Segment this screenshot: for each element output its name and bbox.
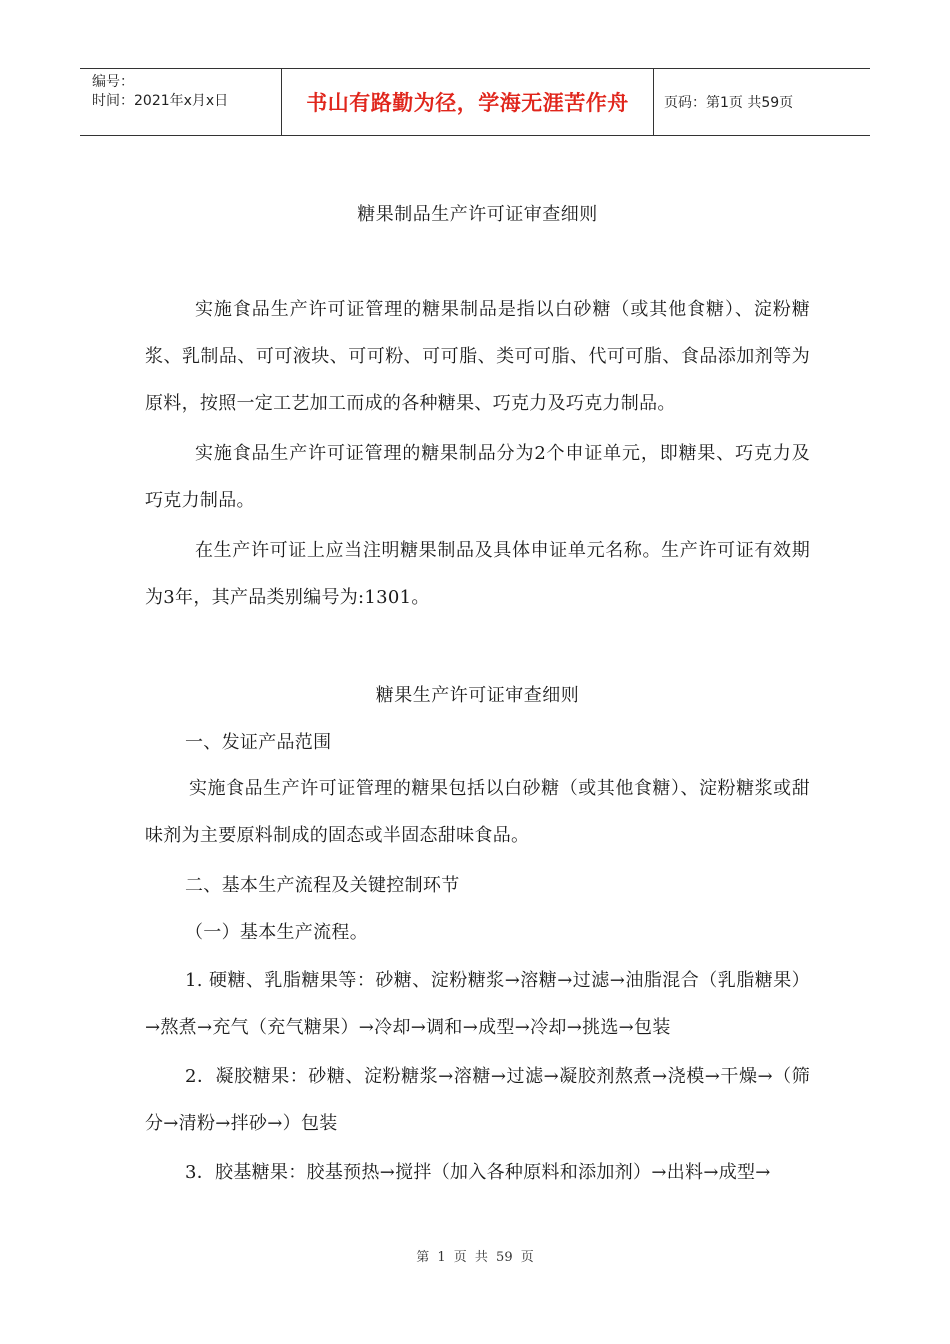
- intro-paragraph-3: 在生产许可证上应当注明糖果制品及具体申证单元名称。生产许可证有效期为3年，其产品类别编号为:1301。: [145, 540, 810, 608]
- header-meta-cell: [80, 69, 282, 135]
- page-footer: 第 1 页 共 59 页: [416, 1250, 534, 1265]
- document-number-label: 编号：: [92, 74, 134, 90]
- intro-paragraph-1: 实施食品生产许可证管理的糖果制品是指以白砂糖（或其他食糖）、淀粉糖浆、乳制品、可可液块、可可粉、可可脂、类可可脂、代可可脂、食品添加剂等为原料，按照一定工艺加工而成的各种糖果、巧克力及巧克力制品。: [145, 299, 810, 414]
- section2-heading: 二、基本生产流程及关键控制环节: [185, 875, 460, 896]
- intro-paragraph-2: 实施食品生产许可证管理的糖果制品分为2个申证单元，即糖果、巧克力及巧克力制品。: [145, 443, 810, 511]
- flow-item-1: 1. 硬糖、乳脂糖果等：砂糖、淀粉糖浆→溶糖→过滤→油脂混合（乳脂糖果）→熬煮→充气（充气糖果）→冷却→调和→成型→冷却→挑选→包装: [145, 970, 810, 1038]
- document-title: 糖果制品生产许可证审查细则: [357, 204, 598, 225]
- header-motto: 书山有路勤为径，学海无涯苦作舟: [282, 69, 654, 135]
- flow-item-2: 2．凝胶糖果：砂糖、淀粉糖浆→溶糖→过滤→凝胶剂熬煮→浇模→干燥→（筛分→清粉→拌砂→）包装: [145, 1066, 810, 1134]
- header-page-info: 页码：第1页 共59页: [664, 95, 794, 111]
- flow-item-3: 3．胶基糖果：胶基预热→搅拌（加入各种原料和添加剂）→出料→成型→: [185, 1162, 771, 1183]
- section-subtitle: 糖果生产许可证审查细则: [375, 685, 580, 706]
- document-time-label: 时间：2021年x月x日: [92, 93, 229, 109]
- section1-paragraph: 实施食品生产许可证管理的糖果包括以白砂糖（或其他食糖）、淀粉糖浆或甜味剂为主要原料制成的固态或半固态甜味食品。: [145, 778, 810, 846]
- section2-subheading: （一）基本生产流程。: [185, 922, 368, 943]
- document-header: [80, 68, 870, 136]
- section1-heading: 一、发证产品范围: [185, 732, 332, 753]
